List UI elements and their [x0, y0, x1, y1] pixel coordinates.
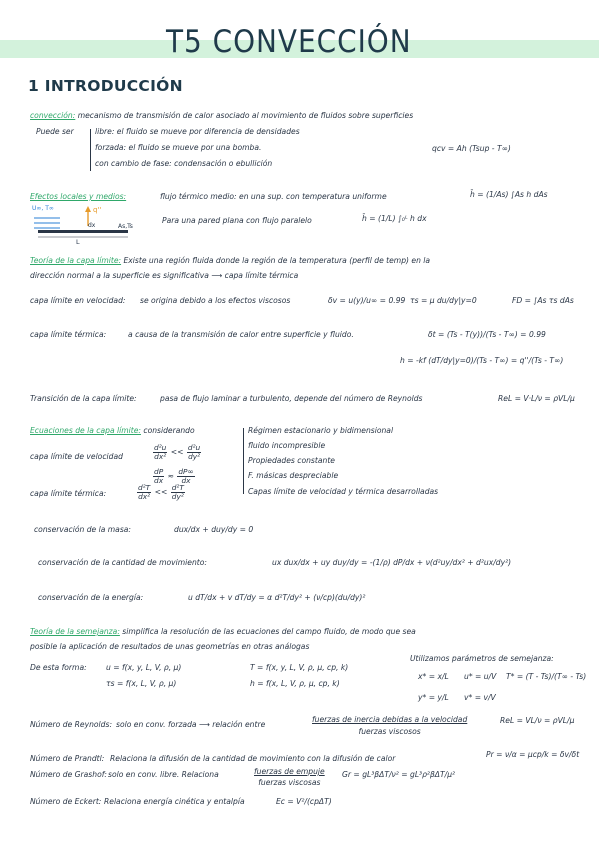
conveccion-def: mecanismo de transmisión de calor asociado al movimiento de fluidos sobre superficies	[77, 111, 414, 120]
eckert-text: Relaciona energía cinética y entalpía	[104, 797, 245, 806]
f4: h = f(x, L, V, ρ, μ, cp, k)	[250, 679, 340, 688]
puede-ser: Puede ser	[36, 127, 74, 136]
mov-eq: ux dux/dx + uy duy/dy = -(1/ρ) dP/dx + ν(d²uy/dx² + d²ux/dy²)	[272, 558, 512, 567]
conveccion-label: convección:	[30, 111, 76, 120]
efectos-label: Efectos locales y medios:	[30, 192, 127, 201]
capa-limite-line2: dirección normal a la superficie es significativa ⟶ capa límite térmica	[30, 271, 299, 280]
trans-label: Transición de la capa límite:	[30, 394, 137, 403]
sketch-as: As,Ts	[118, 223, 133, 230]
qcv-equation: qcv = Ah (Tsup - T∞)	[432, 144, 511, 153]
ter-eq2: h = -kf (dT/dy|y=0)/(Ts - T∞) = q''/(Ts - T∞)	[400, 356, 564, 365]
grashof-relation: fuerzas de empuje fuerzas viscosas	[254, 767, 325, 787]
brace	[90, 129, 91, 171]
p2: u* = u/V	[464, 672, 497, 681]
section-heading: 1 INTRODUCCIÓN	[28, 77, 183, 95]
f1: u = f(x, y, L, V, ρ, μ)	[106, 663, 182, 672]
p5: v* = v/V	[464, 693, 496, 702]
ter-bl-eq: $\frac{\text{d²T}}{\text{dx²}}$ << $\frac{\text{d²T}}{\text{dy²}}$	[138, 483, 184, 501]
cond-1: Régimen estacionario y bidimensional	[248, 426, 394, 435]
vel-bl-label: capa límite de velocidad	[30, 452, 123, 461]
semejanza-line2: posible la aplicación de resultados de unas geometrías en otras análogas	[30, 642, 310, 651]
vel-eq3: FD = ∫As τs dAs	[512, 296, 574, 305]
efectos-text2: Para una pared plana con flujo paralelo	[162, 216, 312, 225]
masa-label: conservación de la masa:	[34, 525, 131, 534]
efectos-text1: flujo térmico medio: en una sup. con temperatura uniforme	[160, 192, 387, 201]
cond-4: F. másicas despreciable	[248, 471, 339, 480]
sketch-uinf: U∞, T∞	[32, 205, 54, 212]
efectos-eq2: h̄ = (1/L) ∫₀ᴸ h dx	[362, 214, 427, 223]
cond-2: fluido incompresible	[248, 441, 326, 450]
conds-brace	[243, 428, 244, 494]
mov-label: conservación de la cantidad de movimiento:	[38, 558, 207, 567]
semejanza-line: Teoría de la semejanza: simplifica la resolución de las ecuaciones del campo fluido, de modo que sea	[30, 627, 416, 636]
cond-3: Propiedades constante	[248, 456, 335, 465]
sketch-dx: dx	[88, 222, 96, 229]
ener-label: conservación de la energía:	[38, 593, 144, 602]
page-title: T5 CONVECCIÓN	[166, 24, 412, 60]
grashof-text: solo en conv. libre. Relaciona	[108, 770, 219, 779]
ter-text: a causa de la transmisión de calor entre superficie y fluido.	[128, 330, 354, 339]
trans-eq: ReL = V·L/ν = ρVL/μ	[498, 394, 575, 403]
p1: x* = x/L	[418, 672, 449, 681]
vel-bl-eq: $\frac{\text{d²u}}{\text{dx²}}$ << $\frac{\text{d²u}}{\text{dy²}}$	[154, 443, 201, 461]
efectos-eq1: h̄ = (1/As) ∫As h dAs	[470, 190, 548, 199]
prandtl-label: Número de Prandtl:	[30, 754, 105, 763]
ecuaciones-line: Ecuaciones de la capa límite: considerando	[30, 426, 195, 435]
eckert-label: Número de Eckert:	[30, 797, 102, 806]
grashof-eq: Gr = gL³βΔT/ν² = gL³ρ²βΔT/μ²	[342, 770, 456, 779]
p4: y* = y/L	[418, 693, 449, 702]
f3: T = f(x, y, L, V, ρ, μ, cp, k)	[250, 663, 349, 672]
vel-label: capa límite en velocidad:	[30, 296, 126, 305]
reynolds-text: solo en conv. forzada ⟶ relación entre	[116, 720, 266, 729]
f2: τs = f(x, L, V, ρ, μ)	[106, 679, 177, 688]
ter-label: capa límite térmica:	[30, 330, 107, 339]
vel-text: se origina debido a los efectos viscosos	[140, 296, 291, 305]
vel-eq1: δv = u(y)/u∞ = 0.99	[328, 296, 406, 305]
prandtl-eq: Pr = ν/α = μcp/k = δv/δt	[486, 750, 580, 759]
ener-eq: u dT/dx + v dT/dy = α d²T/dy² + (ν/cp)(du/dy)²	[188, 593, 366, 602]
reynolds-eq: ReL = VL/ν = ρVL/μ	[500, 716, 575, 725]
conveccion-line	[30, 111, 413, 120]
masa-eq: dux/dx + duy/dy = 0	[174, 525, 254, 534]
reynolds-label: Número de Reynolds:	[30, 720, 112, 729]
capa-limite-line: Teoría de la capa límite: Existe una región fluida donde la región de la temperatura (perfil de temp) en la	[30, 256, 431, 265]
conv-cambio: con cambio de fase: condensación o ebullición	[95, 159, 273, 168]
cond-5: Capas límite de velocidad y térmica desarrolladas	[248, 487, 439, 496]
conv-libre: libre: el fluido se mueve por diferencia de densidades	[95, 127, 300, 136]
sketch-l: L	[76, 238, 80, 246]
grashof-label: Número de Grashof:	[30, 770, 107, 779]
prandtl-text: Relaciona la difusión de la cantidad de movimiento con la difusión de calor	[110, 754, 396, 763]
sketch-q: q''	[93, 206, 102, 214]
pres-eq: $\frac{dP}{dx}$ ≈ $\frac{dP\infty}{dx}$	[154, 467, 194, 485]
params-label: Utilizamos parámetros de semejanza:	[410, 654, 554, 663]
trans-text: pasa de flujo laminar a turbulento, depende del número de Reynolds	[160, 394, 423, 403]
forma-label: De esta forma:	[30, 663, 87, 672]
ter-eq1: δt = (Ts - T(y))/(Ts - T∞) = 0.99	[428, 330, 546, 339]
reynolds-relation: fuerzas de inercia debidas a la velocidad fuerzas viscosos	[312, 715, 468, 736]
p3: T* = (T - Ts)/(T∞ - Ts)	[506, 672, 587, 681]
conv-forzada: forzada: el fluido se mueve por una bomba.	[95, 143, 262, 152]
ter-bl-label: capa límite térmica:	[30, 489, 107, 498]
vel-eq2: τs = μ du/dy|y=0	[410, 296, 477, 305]
eckert-eq: Ec = V²/(cpΔT)	[276, 797, 332, 806]
